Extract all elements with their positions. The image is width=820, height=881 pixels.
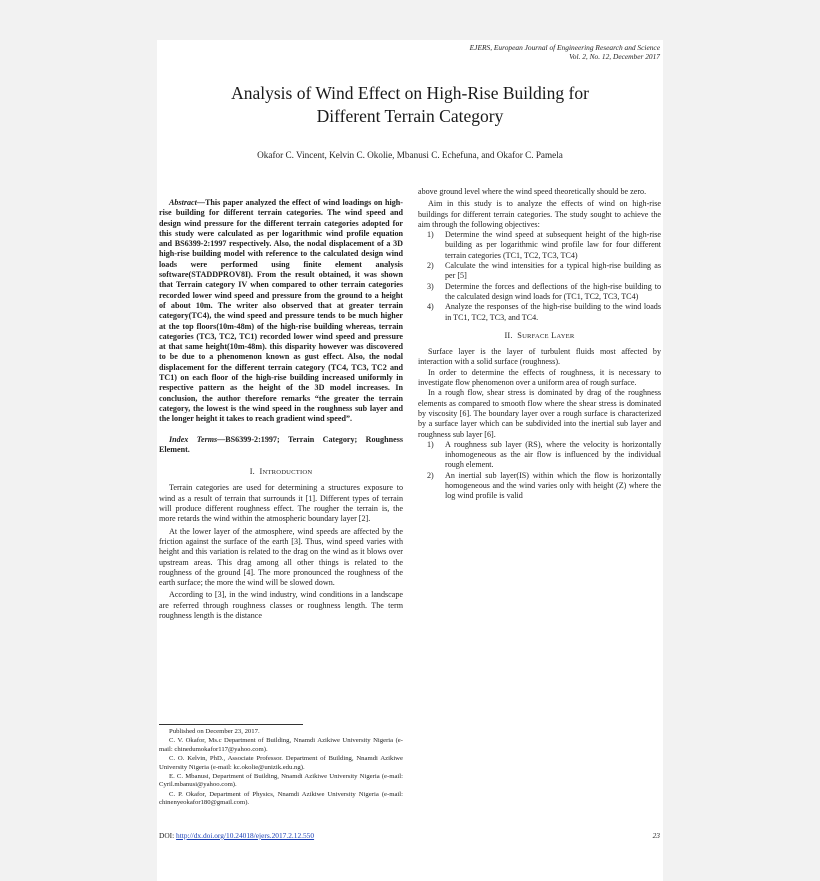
journal-name: EJERS, European Journal of Engineering Research and Science — [469, 43, 660, 52]
surface-paragraph-1: Surface layer is the layer of turbulent fluids most affected by interaction with a solid surface (roughness). — [418, 347, 661, 367]
title-line-1: Analysis of Wind Effect on High-Rise Building for — [231, 83, 589, 103]
footnote: C. O. Kelvin, PhD., Associate Professor. Department of Building, Nnamdi Azikiwe University Nigeria (e-mail: kc.okolie@unizik.edu.ng). — [159, 755, 403, 771]
paper-page — [157, 40, 663, 881]
objective-item-text: Calculate the wind intensities for a typical high-rise building as per [5] — [445, 261, 661, 281]
journal-volume: Vol. 2, No. 12, December 2017 — [569, 52, 660, 61]
author-list: Okafor C. Vincent, Kelvin C. Okolie, Mbanusi C. Echefuna, and Okafor C. Pamela — [257, 150, 563, 160]
objective-item-text: Analyze the responses of the high-rise building to the wind loads in TC1, TC2, TC3, and TC4. — [445, 302, 661, 322]
title-line-2: Different Terrain Category — [316, 106, 504, 126]
objectives-list — [418, 230, 661, 323]
paper-title — [157, 82, 663, 128]
sublayers-list — [418, 440, 661, 502]
objective-item-number: 1) — [427, 230, 434, 240]
surface-paragraph-2: In order to determine the effects of roughness, it is necessary to investigate flow phenomenon over a uniform area of rough surface. — [418, 367, 661, 388]
intro-paragraph-3: According to [3], in the wind industry, wind conditions in a landscape are referred through roughness classes or roughness length. The term roughness length is the distance — [159, 590, 403, 620]
footnote: E. C. Mbanusi, Department of Building, Nnamdi Azikiwe University Nigeria (e-mail: Cyril.mbanusi@yahoo.com). — [159, 773, 403, 789]
index-terms-label: Index Terms — [169, 434, 218, 444]
footnote: C. V. Okafor, Ms.c Department of Building, Nnamdi Azikiwe University Nigeria (e-mail: chinedumokafor117@yahoo.com). — [159, 737, 403, 753]
objective-item — [418, 230, 661, 261]
section-heading-surface-layer: II. SURFACE LAYER — [504, 330, 575, 340]
intro-paragraph-2: At the lower layer of the atmosphere, wind speeds are affected by the friction against the surface of the earth [3]. Thus, wind speed varies with height and this variation is related to the drag on the wind as it blows over upstream areas. This drag among all other things is related to the roughness of the ground [4]. The more pronounced the roughness of the earth surface; the more the wind will be slowed down. — [159, 526, 403, 588]
objective-item — [418, 261, 661, 282]
sublayer-item-text: An inertial sub layer(IS) within which the flow is horizontally homogeneous and the wind varies only with height (Z) where the log wind profile is valid — [445, 470, 661, 501]
doi-link[interactable]: http://dx.doi.org/10.24018/ejers.2017.2.12.550 — [176, 831, 315, 840]
footnotes — [159, 728, 403, 809]
right-column — [418, 187, 661, 502]
index-terms-text: —BS6399-2:1997; Terrain Category; Roughness Element. — [159, 434, 403, 454]
surface-paragraph-3: In a rough flow, shear stress is dominated by drag of the roughness elements as compared to smooth flow where the shear stress is dominated by viscosity [6]. The boundary layer over a rough surface is characterized by a surface layer which can be subdivided into the inertial sub layer and roughness sub layer [6]. — [418, 388, 661, 439]
objective-item-number: 3) — [427, 281, 434, 291]
section-heading-introduction: I. INTRODUCTION — [249, 467, 313, 477]
objective-item-number: 2) — [427, 261, 434, 271]
abstract-text: —This paper analyzed the effect of wind loadings on high-rise building for different terrain categories. The wind speed and design wind pressure for the different terrain categories adopted for this study were calculated as per logarithmic wind profile equation and BS6399-2:1997 respectively. Also, the nodal displacement of a 3D high-rise building model with reference to the calculated design wind loads were performed using finite element analysis software(STADDPROV8I). From the result obtained, it was shown that Terrain category IV when compared to other terrain categories recorded lower wind speed and pressure from the ground to a height of about 10m. The writer also observed that at greater terrain category(TC4), the wind speed and pressure tends to be much higher at the top floors(10m-48m) of the high-rise building whereas, terrain categories (TC3, TC2, TC1) recorded lower wind speed and pressure at that same height(10m-48m). this disparity however was discovered to be due to a phenomenon known as gust effect. Also, the nodal displacement for the different terrain category (TC4, TC3, TC2 and TC1) on each floor of the high-rise building increased uniformly in respective pattern as the height of the 3D model increases. In conclusion, the author therefore remarks “the greater the terrain category, the lowest is the wind speed in the roughness sub layer and the longer height it takes to reach gradient wind speed”. — [159, 198, 403, 424]
sublayer-item — [418, 471, 661, 502]
left-column — [159, 198, 403, 621]
index-terms — [159, 435, 403, 456]
sublayer-item-number: 2) — [427, 470, 434, 480]
page-number: 23 — [652, 831, 660, 840]
objective-item-text: Determine the forces and deflections of the high-rise building to the calculated design wind loads for (TC1, TC2, TC3, TC4) — [445, 281, 661, 301]
continued-paragraph: above ground level where the wind speed theoretically should be zero. — [418, 187, 647, 196]
abstract-label: Abstract — [169, 198, 197, 207]
aim-paragraph: Aim in this study is to analyze the effects of wind on high-rise buildings for different terrain categories. The study sought to achieve the aim through the following objectives: — [418, 199, 661, 229]
abstract — [159, 198, 403, 425]
doi-line: DOI: http://dx.doi.org/10.24018/ejers.2017.2.12.550 — [159, 831, 315, 840]
objective-item-number: 4) — [427, 302, 434, 312]
footnote: C. P. Okafor, Department of Physics, Nnamdi Azikiwe University Nigeria (e-mail: chinenyeokafor180@gmail.com). — [159, 790, 403, 807]
sublayer-item-text: A roughness sub layer (RS), where the velocity is horizontally inhomogeneous as the air flow is influenced by the individual rough element. — [445, 439, 661, 470]
journal-header — [470, 43, 660, 61]
footnote: Published on December 23, 2017. — [169, 728, 260, 735]
intro-paragraph-1: Terrain categories are used for determining a structures exposure to wind as a result of terrain that surrounds it [1]. Different types of terrain will produce different roughness effect. The rougher the terrain is, the more retards the wind within the atmospheric boundary layer [2]. — [159, 483, 403, 524]
objective-item — [418, 302, 661, 323]
footnote-rule — [159, 724, 303, 725]
sublayer-item — [418, 440, 661, 471]
sublayer-item-number: 1) — [427, 439, 434, 449]
objective-item — [418, 282, 661, 303]
objective-item-text: Determine the wind speed at subsequent height of the high-rise building as per logarithmic wind profile law for four different terrain categories (TC1, TC2, TC3, TC4) — [445, 230, 661, 260]
